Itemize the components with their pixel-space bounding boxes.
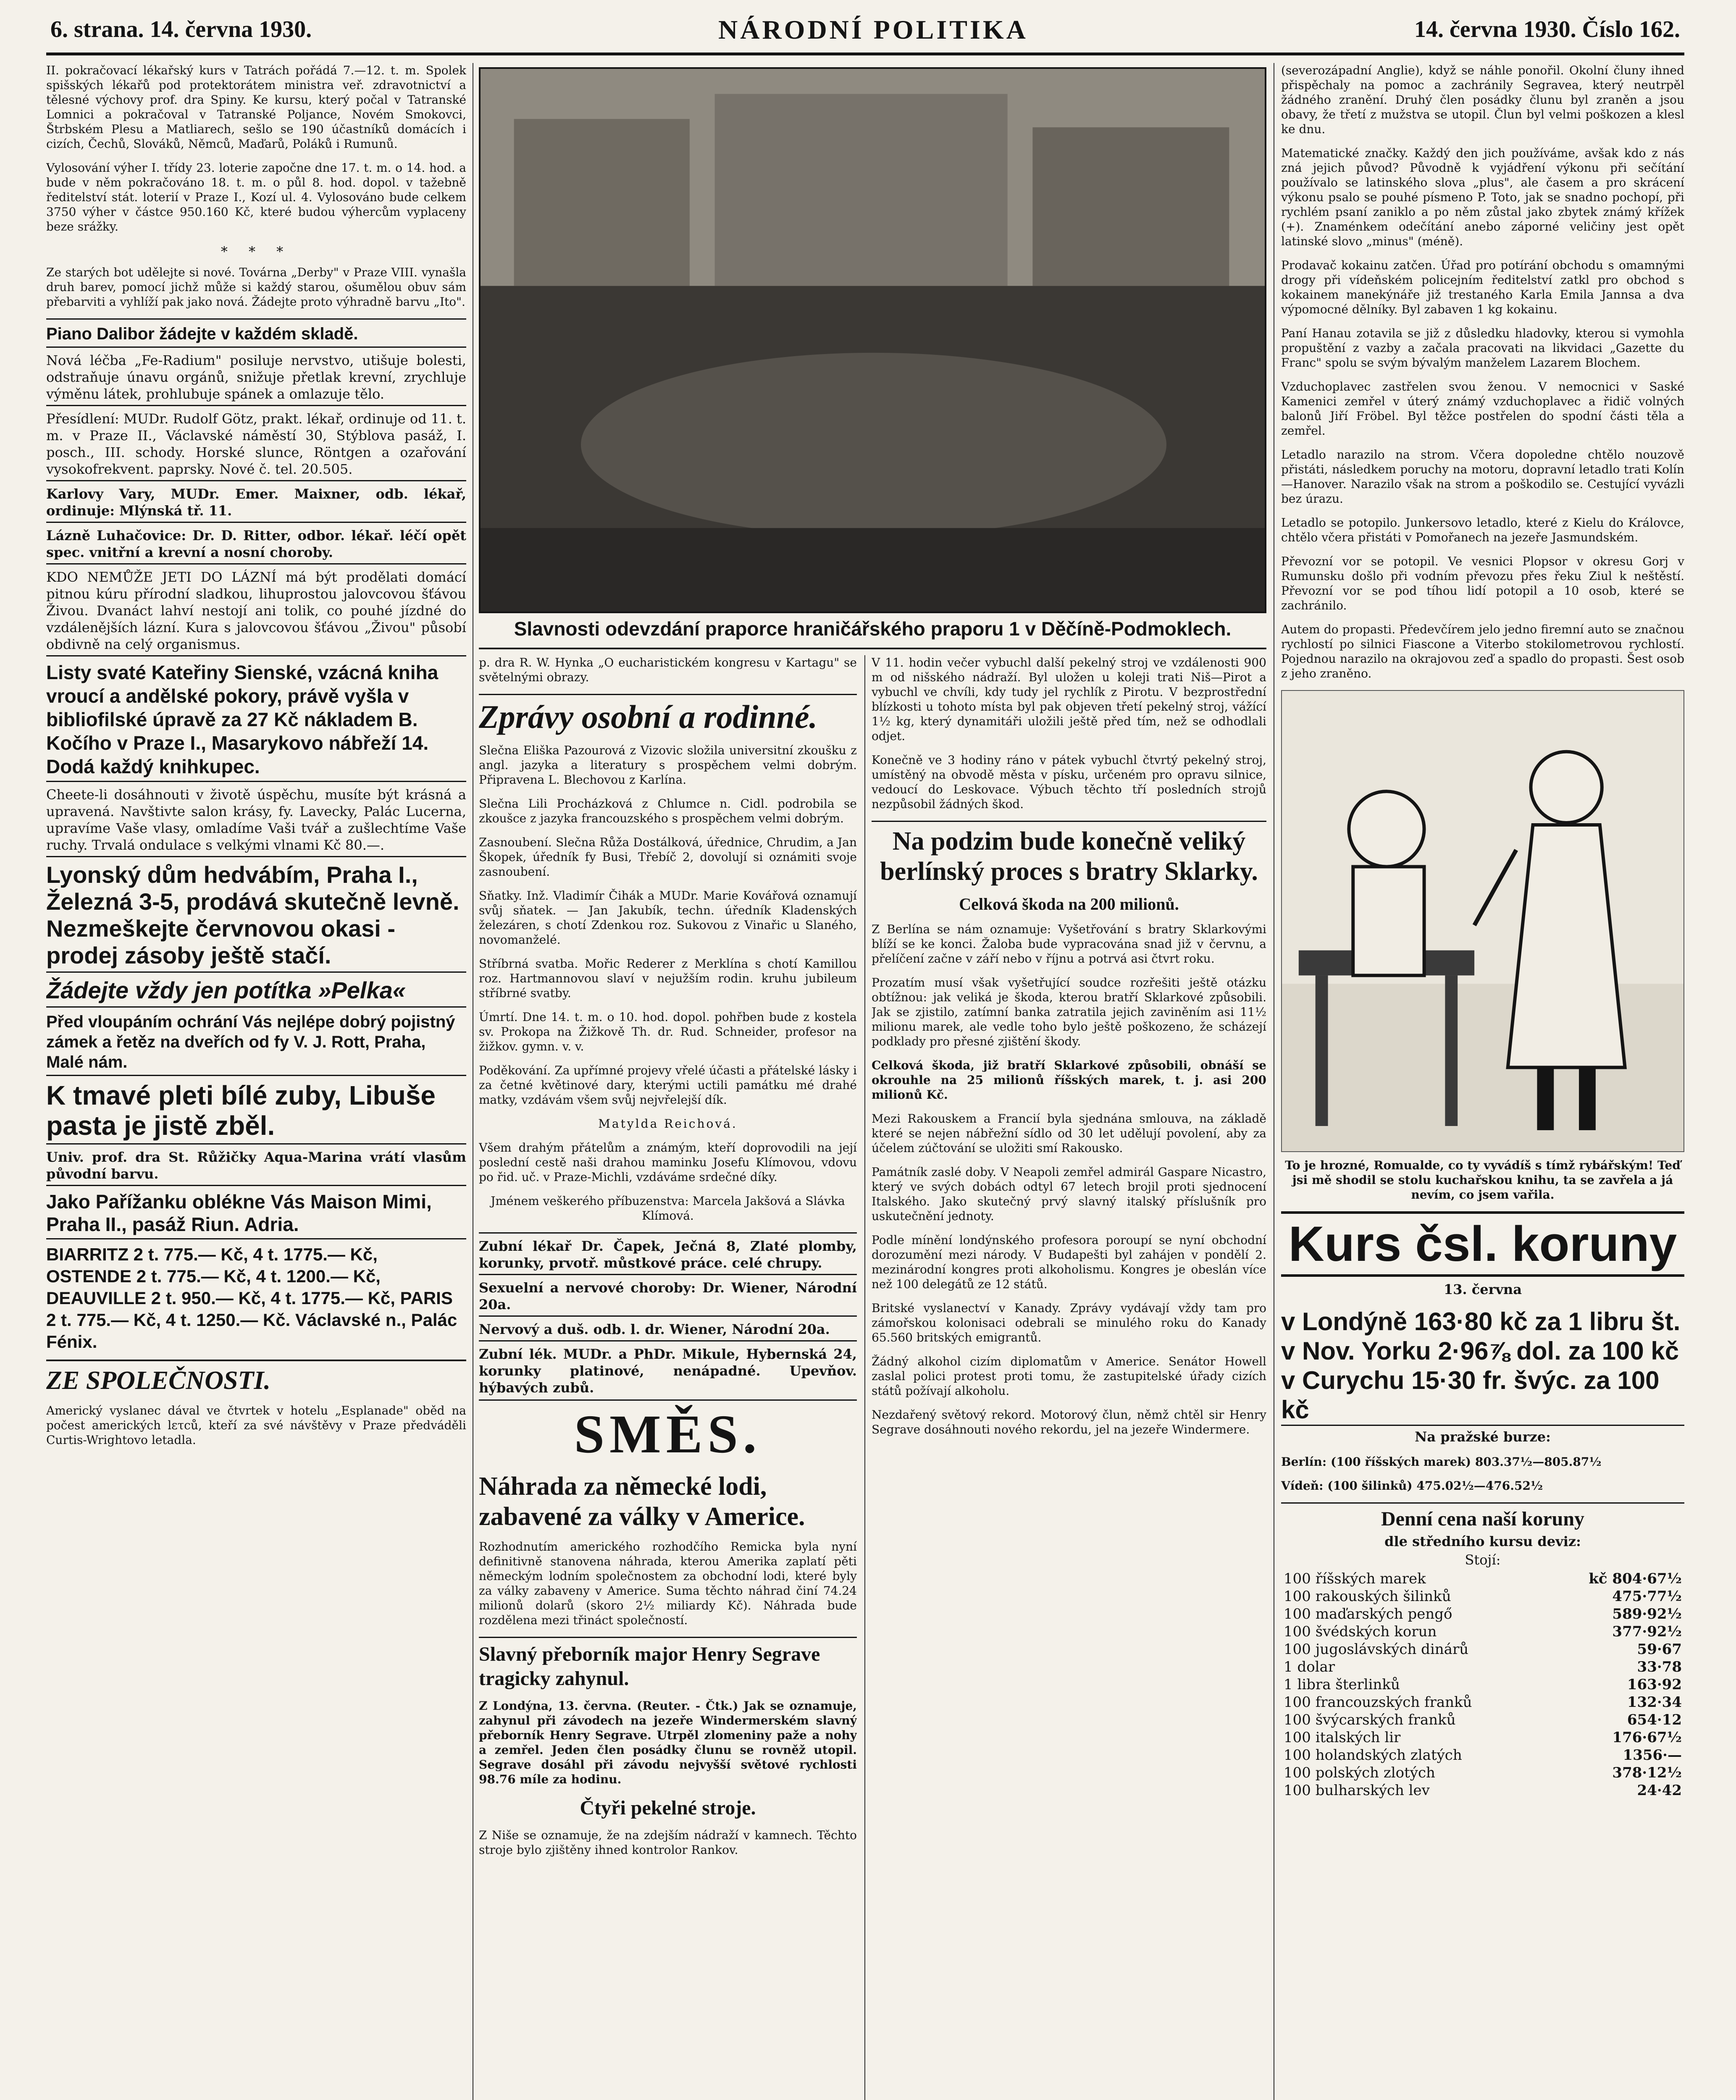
newspaper-title: NÁRODNÍ POLITIKA [718, 15, 1028, 45]
article-plane-tree: Letadlo narazilo na strom. Včera dopoledne chtělo nouzově přistáti, následkem poruchy na motoru, dopravní letadlo trati Kolín—Hanover. Narazilo však na strom a poškodilo se. Cestující vyvázli bez úrazu. [1281, 448, 1684, 506]
article-balloonist: Vzduchoplavec zastřelen svou ženou. V nemocnici v Saské Kamenici zemřel v úterý známý vzduchoplavec a řidič volných balonů Jiří Fröbel. Byl těžce postřelen do spodní části těla a zemřel. [1281, 380, 1684, 438]
rate-london: v Londýně 163·80 kč za 1 libru št. [1281, 1307, 1681, 1336]
koruna-rate-title: Kurs čsl. koruny [1281, 1211, 1684, 1277]
cartoon-illustration [1281, 690, 1684, 1152]
article-sklarek-1: Z Berlína se nám oznamuje: Vyšetřování s bratry Sklarkovými blíží se ke konci. Žaloba bude vypracována snad již v červnu, a přelíčení začne v září nebo v říjnu a potrvá asi čtvrt roku. [872, 922, 1266, 966]
currency-name: 1 dolar [1284, 1659, 1335, 1675]
currency-rate-row [1281, 1729, 1684, 1746]
currency-rate-table [1281, 1570, 1684, 1799]
currency-value: 654·12 [1627, 1712, 1682, 1728]
headline-bombs: Čtyři pekelné stroje. [580, 1797, 756, 1819]
currency-rate-row [1281, 1764, 1684, 1782]
ad-ziva-juice: KDO NEMŮŽE JETI DO LÁZNÍ má být prodělati domácí pitnou kúru přírodní sladkou, lihuprostou jalovcovou šťávou Živou. Dvanáct lahví nestojí ani tolik, co pouhé jízdné do vzdálenějších lázní. Kura s jalovcovou šťávou „Živou" působí obdivně na celý organismus. [46, 563, 466, 655]
currency-value: 1356·— [1623, 1747, 1682, 1764]
page-date-left: 6. strana. 14. června 1930. [50, 16, 312, 42]
headline-german-ships: Náhrada za německé lodi, zabavené za války v Americe. [479, 1472, 805, 1531]
article-cocaine: Prodavač kokainu zatčen. Úřad pro potírání obchodu s omamnými drogy při vídeňském policejním ředitelství zatkl pro obchod s kokainem manekýnáře již trestaného Karla Emila Jannsa a dva výpomocné dělníky. Byl zabaven 1 kg kokainu. [1281, 258, 1684, 316]
currency-name: 100 italských lir [1284, 1729, 1401, 1746]
currency-rate-row [1281, 1782, 1684, 1799]
koruna-rate-date: 13. června [1443, 1281, 1522, 1297]
currency-name: 1 libra šterlinků [1284, 1676, 1400, 1693]
signature-reichova: Matylda Reichová. [598, 1117, 738, 1131]
currency-value: 378·12½ [1612, 1764, 1682, 1781]
article-admiral: Památník zaslé doby. V Neapoli zemřel admirál Gaspare Nicastro, který ve svých dobách odtyl 67 letech brojil proti sjednocení Italského. Jako skutečný prvý slavný italský příslušník pro uskutečnění jednoty. [872, 1165, 1266, 1223]
article-medical-course: II. pokračovací lékařský kurs v Tatrách pořádá 7.—12. t. m. Spolek spišských lékařů pod protektorátem ministra veř. zdravotnictví a tělesné výchovy prof. dra Spiny. Ke kursu, který počal v Tatranské Lomnici a pokračoval v Tatranské Poljance, Novém Smokovci, Štrbském Plesu a Matliarech, sešlo se 190 účastníků domácích i cizích, Čechů, Slováků, Němců, Maďarů, Poláků i Rumunů. [46, 63, 466, 151]
currency-value: 59·67 [1637, 1641, 1682, 1658]
column-3 [872, 655, 1266, 2100]
article-math-signs: Matematické značky. Každý den jich používáme, avšak kdo z nás zná jejich původ? Původně k vyjádření výkonu při sečítání používalo se latinského slova „plus", ale časem a pro skrácení výkonu psalo se pouhé písmeno P. Toto, jak se snadno pochopí, při rychlém psaní zaniklo a po něm zůstal jako zbytek známý křížek (+). Znaménkem odečítání anebo záporné veličiny jest opět latinské slovo „minus" (méně). [1281, 146, 1684, 248]
ad-beauty-salon: Cheete-li dosáhnouti v životě úspěchu, musíte být krásná a upravená. Navštivte salon krásy, fy. Lavecky, Palác Lucerna, upravíme Vaše vlasy, omladíme Vaši tvář a zušlechtíme Vaše ruchy. Trvalá ondulace s velkými vlnami Kč 80.—. [46, 781, 466, 856]
currency-rate-row [1281, 1693, 1684, 1711]
ad-wiener-1: Sexuelní a nervové choroby: Dr. Wiener, Národní 20a. [479, 1274, 857, 1315]
ad-dentist-mikule: Zubní lék. MUDr. a PhDr. Mikule, Hybernská 24, korunky platinové, nenápadné. Upevňov. hýbavých zubů. [479, 1340, 857, 1401]
ad-libuse-paste: K tmavé pleti bílé zuby, Libuše pasta je jistě zběl. [46, 1075, 466, 1143]
masthead [46, 13, 1684, 55]
section-heading-society: ZE SPOLEČNOSTI. [46, 1360, 466, 1396]
article-austria-france: Mezi Rakouskem a Francií byla sjednána smlouva, na základě které se nejen nábřežní sídlo od 30 let udělují povolení, aby za účelem zúčtování se uložiti smí Rakousko. [872, 1112, 1266, 1155]
cartoon-caption: To je hrozné, Romualde, co ty vyvádíš s tímž rybářským! Teď jsi mě shodil se stolu kuchařskou knihu, ta se zavřela a já nevím, co jsem vařila. [1285, 1158, 1681, 1202]
currency-name: 100 jugoslávských dinárů [1284, 1641, 1469, 1658]
signature-klimova: Jménem veškerého příbuzenstva: Marcela Jakšová a Slávka Klímová. [491, 1194, 845, 1223]
article-bombs: Z Niše se oznamuje, že na zdejším nádraží v kamnech. Těchto stroje bylo zjištěny ihned kontrolor Rankov. [479, 1828, 857, 1857]
ad-dentist-capek: Zubní lékař Dr. Čapek, Ječná 8, Zlaté plomby, korunky, prvotř. můstkové práce. celé chrupy. [479, 1232, 857, 1274]
currency-name: 100 bulharských lev [1284, 1782, 1430, 1799]
currency-value: 589·92½ [1612, 1606, 1682, 1622]
daily-rate-stoji: Stojí: [1465, 1552, 1501, 1568]
photo-image [481, 69, 1265, 612]
article-german-ships: Rozhodnutím amerického rozhodčího Remicka byla nyní definitivně stanovena náhrada, kterou Amerika zaplatí pěti německým lodním společnostem za obchodní lodi, které byly za války zabaveny v Americe. Suma těchto náhrad činí 74.24 milionů dolarů (skoro 2½ miliardy Kč). Náhrada bude rozdělena mezi třináct společností. [479, 1540, 857, 1627]
article-exam-2: Slečna Lili Procházková z Chlumce n. Cidl. podrobila se zkoušce z jazyka francouzského s prospěchem velmi dobrým. [479, 797, 857, 825]
cartoon-drawing [1282, 691, 1683, 1151]
currency-name: 100 švýcarských franků [1284, 1712, 1456, 1728]
article-shoes: Ze starých bot udělejte si nové. Továrna „Derby" v Praze VIII. vynašla druh barev, pomocí jichž může si každý starou, ošumělou obuv sám přebarviti a vyhlíží pak jako nová. Žádejte proto výhradně barvu „Ito". [46, 265, 466, 309]
issue-number: 14. června 1930. Číslo 162. [1414, 16, 1680, 42]
article-thanks: Poděkování. Za upřímné projevy vřelé účasti a přátelské lásky i za četné květinové dary, kterými uctili památku mé drahé matky, vzdávám všem svůj nejvřelejší dík. [479, 1063, 857, 1107]
article-alcohol-congress: Podle mínění londýnského profesora poroupí se nyní obchodní dorozumění mezi národy. V Budapešti byl zahájen v pondělí 2. mezinárodní kongres proti alkoholismu. Kongres je obeslán více než 100 delegátů ze 12 států. [872, 1233, 1266, 1291]
burza-title: Na pražské burze: [1281, 1425, 1684, 1445]
currency-name: 100 maďarských pengő [1284, 1606, 1452, 1622]
headline-sklarek-trial: Na podzim bude konečně veliký berlínský proces s bratry Sklarky. [872, 821, 1266, 887]
currency-rate-row [1281, 1623, 1684, 1641]
rate-zurich: v Curychu 15·30 fr. švýc. za 100 kč [1281, 1366, 1660, 1424]
ad-wiener-2: Nervový a duš. odb. l. dr. Wiener, Národní 20a. [479, 1315, 857, 1340]
article-raft: Převozní vor se potopil. Ve vesnici Plopsor v okresu Gorj v Rumunsku došlo při vodním převozu přes řeku Ziul k neštěstí. Převozní vor se pod tíhou lidí potopil a 10 osob, které se zachránilo. [1281, 554, 1684, 612]
article-sklarek-3: Celková škoda, již bratří Sklarkové způsobili, obnáší se okrouhle na 25 milionů říšských marek, t. j. asi 200 milionů Kč. [872, 1058, 1266, 1102]
column-2 [479, 655, 857, 2100]
currency-name: 100 rakouských šilinků [1284, 1588, 1451, 1605]
currency-value: 24·42 [1637, 1782, 1682, 1799]
article-sklarek-2: Prozatím musí však vyšetřující soudce rozřešiti ještě otázku obtížnou: jak veliká je škoda, kterou bratří Sklarkové způsobili. Jak se zjistilo, zatímní banka zatratila jejich zaviněním asi 11½ milionu marek, ale vedle toho bylo ještě poškozeno, že scházejí podklady pro přesné zjištění škody. [872, 976, 1266, 1048]
ad-luhacovice: Lázně Luhačovice: Dr. D. Ritter, odbor. lékař. léčí opět spec. vnitřní a krevní a nosní choroby. [46, 522, 466, 563]
article-segrave: Z Londýna, 13. června. (Reuter. - Čtk.) Jak se oznamuje, zahynul při závodech na jezeře Windermerském slavný přeborník Henry Segrave. Utrpěl zlomeniny paže a nohy a zemřel. Jeden člen posádky člunu se rovněž utopil. Segrave dosáhl při závodu nejvyšší světové rychlosti 98.76 míle za hodinu. [479, 1699, 857, 1786]
ad-aqua-marina: Univ. prof. dra St. Růžičky Aqua-Marina vrátí vlasům původní barvu. [46, 1143, 466, 1185]
currency-value: 377·92½ [1612, 1623, 1682, 1640]
currency-value: 163·92 [1627, 1676, 1682, 1693]
currency-rate-row [1281, 1711, 1684, 1729]
ad-book-listy: Listy svaté Kateřiny Sienské, vzácná kniha vroucí a andělské pokory, právě vyšla v bibliofilské úpravě za 27 Kč nákladem B. Kočího v Praze I., Masarykovo nábřeží 14. Dodá každý knihkupec. [46, 655, 466, 781]
ad-rott-lock: Před vloupáním ochrání Vás nejlépe dobrý pojistný zámek a řetěz na dveřích od fy V. J. Rott, Praha, Malé nám. [46, 1006, 466, 1075]
currency-name: 100 holandských zlatých [1284, 1747, 1462, 1764]
article-plane-sank: Letadlo se potopilo. Junkersovo letadlo, které z Kielu do Královce, chtělo včera přistáti v Pomořanech na jezeře Jasmundském. [1281, 516, 1684, 544]
currency-name: 100 polských zlotých [1284, 1764, 1435, 1781]
currency-value: 33·78 [1637, 1659, 1682, 1675]
article-car-abyss: Autem do propasti. Předevčírem jelo jedno firemní auto se značnou rychlostí po silnici Fiascone a Viterbo stokilometrovou rychlostí. Pojednou narazilo na okrajovou zeď a spadlo do propasti. Šest osob z jeho zraněno. [1281, 622, 1684, 680]
section-heading-smes: SMĚS. [574, 1404, 762, 1465]
article-diplomats: Žádný alkohol cizím diplomatům v Americe. Senátor Howell zaslal polici protest proti tomu, že zastupitelské úřady cizích států požívají alkoholu. [872, 1354, 1266, 1398]
burza-berlin: Berlín: (100 říšských marek) 803.37½—805.87½ [1281, 1455, 1602, 1469]
photo-caption: Slavnosti odevzdání praporce hraničářského praporu 1 v Děčíně-Podmoklech. [479, 617, 1266, 649]
article-segrave-cont: (severozápadní Anglie), když se náhle ponořil. Okolní čluny ihned přispěchaly na pomoc a zachránily Segravea, který neutrpěl žádného zranění. Druhý člen posádky člunu byl zraněn a jsou obavy, že třetí z mužstva se utopil. Člun byl velmi poškozen a klesl ke dnu. [1281, 63, 1684, 136]
ad-piano: Piano Dalibor žádejte v každém skladě. [46, 318, 466, 346]
column-1 [46, 63, 466, 2100]
currency-name: 100 říšských marek [1284, 1570, 1426, 1587]
article-ambassador: Americký vyslanec dával ve čtvrtek v hotelu „Esplanade" oběd na počest amerických lετců, kteří za své návštěvy v Praze předváděli Curtis-Wrightovo letadla. [46, 1404, 466, 1447]
currency-name: 100 francouzských franků [1284, 1694, 1472, 1711]
currency-rate-row [1281, 1641, 1684, 1658]
article-canada: Britské vyslanectví v Kanady. Zprávy vydávají vždy tam pro zámořskou kolonisaci odebrali se minulého roku do Kanady 65.560 britských emigrantů. [872, 1301, 1266, 1344]
article-record: Nezdařený světový rekord. Motorový člun, němž chtěl sir Henry Segrave dosáhnouti nového rekordu, jel na jezeře Windermere. [872, 1408, 1266, 1436]
ad-relocation: Přesídlení: MUDr. Rudolf Götz, prakt. lékař, ordinuje od 11. t. m. v Praze II., Václavské náměstí 30, Stýblova pasáž, I. posch., III. schody. Horské slunce, Röntgen a ozařování vysokofrekvent. paprsky. Nové č. tel. 20.505. [46, 405, 466, 480]
currency-name: 100 švédských korun [1284, 1623, 1437, 1640]
separator-stars: * * * [221, 244, 292, 260]
ad-lyonsky-dum: Lyonský dům hedvábím, Praha I., Železná 3-5, prodává skutečně levně. Nezmeškejte červnovou okasi - prodej zásoby ještě stačí. [46, 856, 466, 971]
article-thanks-2: Všem drahým přátelům a známým, kteří doprovodili na její poslední cestě naši drahou maminku Josefu Klímovou, vdovu po řid. uč. v Praze-Michli, vzdáváme srdečné díky. [479, 1141, 857, 1184]
currency-rate-row [1281, 1746, 1684, 1764]
currency-value: 176·67½ [1612, 1729, 1682, 1746]
article-death: Úmrtí. Dne 14. t. m. o 10. hod. dopol. pohřben bude z kostela sv. Prokopa na Žižkově Th. dr. Rud. Schneider, profesor na žižkov. gymn. v. v. [479, 1010, 857, 1053]
article-lecture: p. dra R. W. Hynka „O eucharistickém kongresu v Kartagu" se světelnými obrazy. [479, 656, 857, 684]
headline-segrave: Slavný přeborník major Henry Segrave tragicky zahynul. [479, 1637, 857, 1691]
ad-fe-radium: Nová léčba „Fe-Radium" posiluje nervstvo, utišuje bolesti, odstraňuje únavu orgánů, snižuje přetlak krevní, zrychluje výměnu látek, prohlubuje spánek a omlazuje tělo. [46, 346, 466, 405]
article-weddings: Sňatky. Inž. Vladimír Čihák a MUDr. Marie Kovářová oznamují svůj sňatek. — Jan Jakubík, techn. úředník Kladenských železáren, s chotí Zdenkou roz. Sukovou z Vinařic u Slaného, novomanželé. [479, 889, 857, 947]
currency-rate-row [1281, 1676, 1684, 1693]
article-silver-wedding: Stříbrná svatba. Mořic Rederer z Merklína s chotí Kamillou roz. Hartmannovou slaví v nejužším rodin. kruhu jubileum stříbrné svatby. [479, 957, 857, 1000]
ad-maison-mimi: Jako Pařížanku oblékne Vás Maison Mimi, Praha II., pasáž Riun. Adria. [46, 1185, 466, 1238]
ad-karlovy-vary: Karlovy Vary, MUDr. Emer. Maixner, odb. lékař, ordinuje: Mlýnská tř. 11. [46, 480, 466, 522]
article-exam-1: Slečna Eliška Pazourová z Vizovic složila universitní zkoušku z angl. jazyka a literatury s prospěchem velmi dobrým. Připravena L. Blechovou z Karlína. [479, 743, 857, 787]
currency-rate-row [1281, 1588, 1684, 1605]
burza-vienna: Vídeň: (100 šilinků) 475.02½—476.52½ [1281, 1479, 1543, 1493]
photo-ceremony [479, 67, 1266, 613]
currency-rate-row [1281, 1570, 1684, 1588]
article-bombs-cont: V 11. hodin večer vybuchl další pekelný stroj ve vzdálenosti 900 m od nišského nádraží. Byl uložen u koleji trati Niš—Pirot a vybuchl ve chvíli, kdy tudy jel rychlík z Pirotu. V bezprostřední blízkosti u tohoto místa byl pak objeven třetí pekelný stroj, vážící 1½ kg, který dynamitáři uložili ještě před tím, než se odhodlali odjet. [872, 656, 1266, 743]
article-bombs-cont-2: Konečně ve 3 hodiny ráno v pátek vybuchl čtvrtý pekelný stroj, umístěný na obvodě města v písku, určeném pro opravu silnice, vedoucí do Leskovace. Výbuch těchto tří posledních strojů nezpůsobil žádných škod. [872, 753, 1266, 811]
article-hanau: Paní Hanau zotavila se již z důsledku hladovky, kterou si vymohla propuštění z vazby a začala pracovati na likvidaci „Gazette du Franc" spolu se svým bývalým manželem Lazarem Blochem. [1281, 326, 1684, 370]
column-rule [864, 655, 865, 2100]
subheadline-damage: Celková škoda na 200 milionů. [959, 895, 1179, 914]
currency-value: 132·34 [1627, 1694, 1682, 1711]
article-lottery: Vylosování výher I. třídy 23. loterie započne dne 17. t. m. o 14. hod. a bude v něm pokračováno 18. t. m. o půl 8. hod. dopol. v tažebně ředitelství stát. loterií v Praze I., Kozí ul. 4. Vylosováno bude celkem 3750 výher v částce 950.160 Kč, které budou výhercům vyplaceny beze srážky. [46, 161, 466, 234]
column-4 [1281, 63, 1684, 2100]
rate-new-york: v Nov. Yorku 2·96⅞ dol. za 100 kč [1281, 1337, 1679, 1365]
ad-pelka: Žádejte vždy jen potítka »Pelka« [46, 971, 466, 1006]
daily-rate-subtitle: dle středního kursu deviz: [1384, 1533, 1581, 1549]
currency-value: 475·77½ [1612, 1588, 1682, 1605]
currency-rate-row [1281, 1658, 1684, 1676]
section-heading-personal: Zprávy osobní a rodinné. [479, 694, 857, 735]
daily-rate-title: Denní cena naší koruny [1281, 1502, 1684, 1531]
ad-travel-prices: BIARRITZ 2 t. 775.— Kč, 4 t. 1775.— Kč, OSTENDE 2 t. 775.— Kč, 4 t. 1200.— Kč, DEAUVILLE 2 t. 950.— Kč, 4 t. 1775.— Kč, PARIS 2 t. 775.— Kč, 4 t. 1250.— Kč. Václavské n., Palác Fénix. [46, 1238, 466, 1355]
currency-rate-row [1281, 1605, 1684, 1623]
currency-value: kč 804·67½ [1589, 1570, 1682, 1587]
article-engagement: Zasnoubení. Slečna Růža Dostálková, úřednice, Chrudim, a Jan Škopek, úředník fy Busi, Třebíč 2, dovolují si oznámiti svoje zasnoubení. [479, 835, 857, 879]
